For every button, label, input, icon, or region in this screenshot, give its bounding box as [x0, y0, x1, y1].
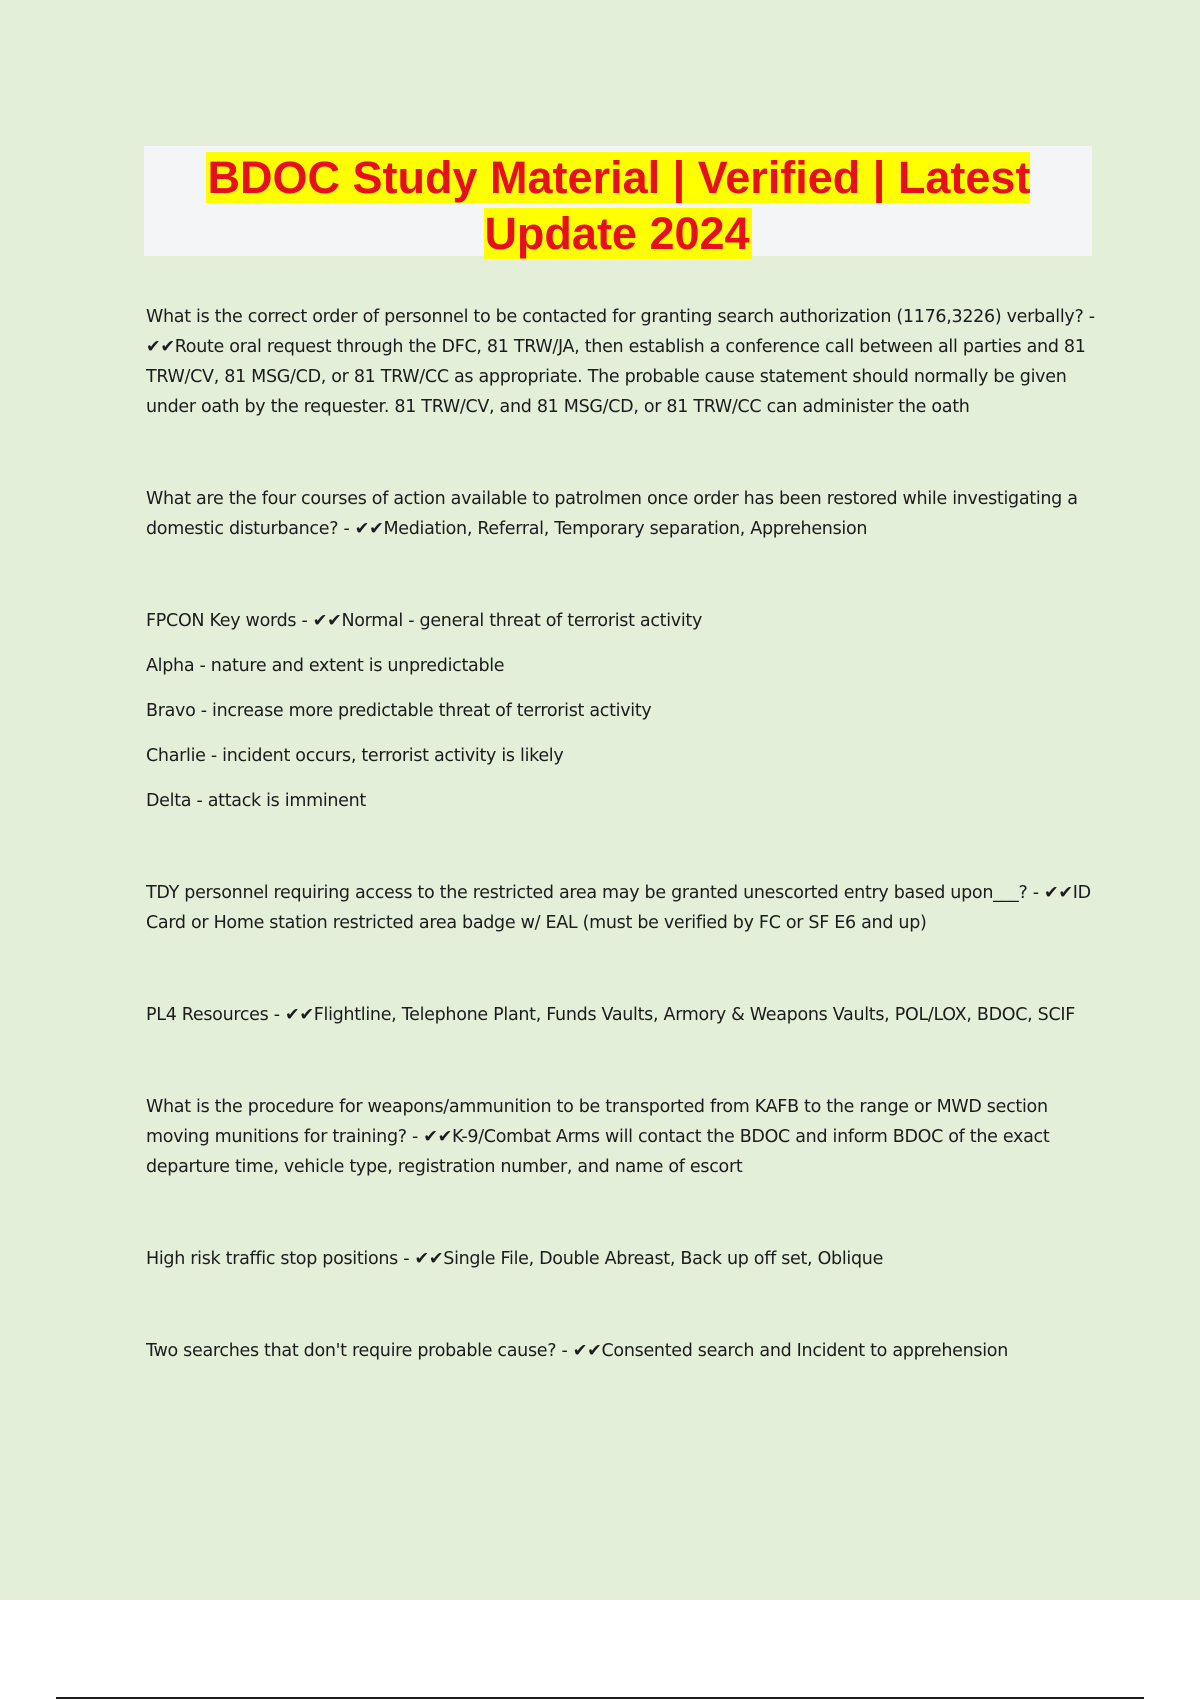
document-title	[144, 146, 1092, 262]
qa-item-pl4-resources: PL4 Resources - ✔✔Flightline, Telephone Plant, Funds Vaults, Armory & Weapons Vaults, POL/LOX, BDOC, SCIF	[146, 1005, 1076, 1025]
title-box	[144, 146, 1092, 259]
footer-divider	[56, 1697, 1144, 1699]
qa-item-fpcon: FPCON Key words - ✔✔Normal - general threat of terrorist activity	[146, 611, 703, 631]
qa-item-searches: Two searches that don't require probable cause? - ✔✔Consented search and Incident to apprehension	[146, 1341, 1008, 1361]
qa-item-domestic-disturbance: What are the four courses of action available to patrolmen once order has been restored while investigating a domestic disturbance? - ✔✔Mediation, Referral, Temporary separation, Apprehension	[146, 489, 1078, 539]
fpcon-line-alpha: Alpha - nature and extent is unpredictable	[146, 656, 505, 676]
qa-item-search-authorization: What is the correct order of personnel to be contacted for granting search authorization (1176,3226) verbally? - ✔✔Route oral request through the DFC, 81 TRW/JA, then establish a conference call between all parties and 81 TRW/CV, 81 MSG/CD, or 81 TRW/CC as appropriate. The probable cause statement should normally be given under oath by the requester. 81 TRW/CV, and 81 MSG/CD, or 81 TRW/CC can administer the oath	[146, 307, 1095, 417]
qa-item-traffic-stop: High risk traffic stop positions - ✔✔Single File, Double Abreast, Back up off set, Oblique	[146, 1249, 884, 1269]
fpcon-line-charlie: Charlie - incident occurs, terrorist activity is likely	[146, 746, 564, 766]
document-title-text: BDOC Study Material | Verified | Latest Update 2024	[207, 152, 1031, 259]
qa-item-weapons-transport: What is the procedure for weapons/ammunition to be transported from KAFB to the range or MWD section moving munitions for training? - ✔✔K-9/Combat Arms will contact the BDOC and inform BDOC of the exact departure time, vehicle type, registration number, and name of escort	[146, 1097, 1050, 1177]
document-body	[146, 302, 1096, 1366]
qa-item-tdy-access: TDY personnel requiring access to the restricted area may be granted unescorted entry based upon___? - ✔✔ID Card or Home station restricted area badge w/ EAL (must be verified by FC or SF E6 and up)	[146, 883, 1091, 933]
fpcon-line-delta: Delta - attack is imminent	[146, 791, 366, 811]
fpcon-line-bravo: Bravo - increase more predictable threat of terrorist activity	[146, 701, 652, 721]
